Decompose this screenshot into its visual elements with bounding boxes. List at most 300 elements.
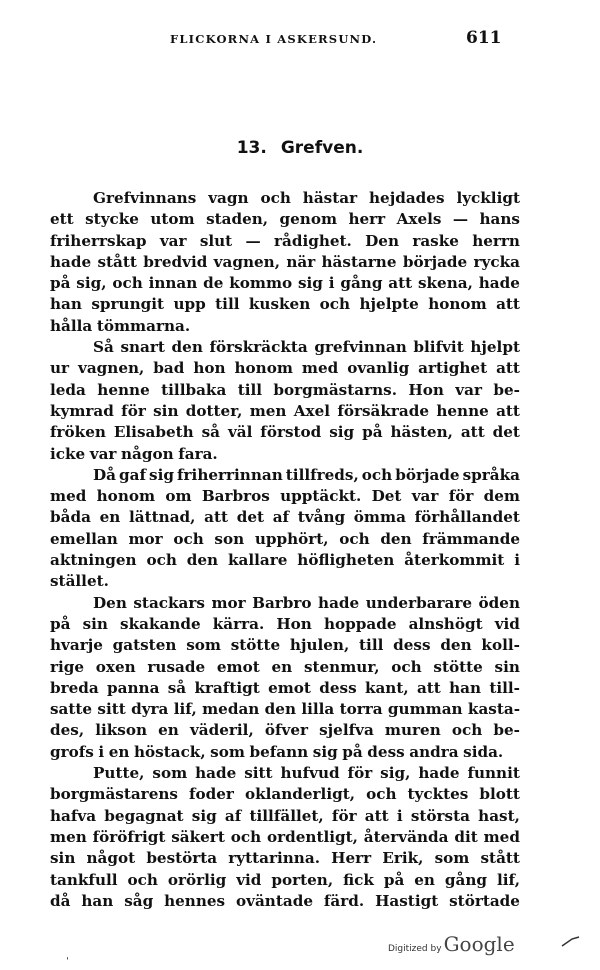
word: kallare (227, 551, 288, 570)
word: be- (493, 380, 520, 399)
word: att (364, 806, 389, 825)
word: hade (318, 593, 360, 612)
text-line (50, 422, 520, 443)
word: båda (50, 508, 91, 527)
word: som (152, 764, 188, 783)
word: och (260, 189, 291, 207)
word: den (171, 338, 203, 357)
word: hon (193, 359, 226, 378)
word: lättnad, (129, 508, 196, 527)
word: ömma (353, 508, 406, 527)
text-line (50, 550, 520, 571)
word: hvarje (50, 636, 103, 655)
word: att (204, 508, 229, 527)
word: var (159, 231, 187, 250)
word: var (455, 380, 482, 399)
word: en (108, 742, 130, 761)
text-line (50, 806, 520, 827)
word: Erik, (382, 849, 424, 868)
word: sin (82, 614, 108, 633)
word: men (249, 401, 287, 420)
word: till (359, 636, 384, 655)
word: emot (216, 657, 260, 676)
word: oxen (95, 657, 136, 676)
word: foder (188, 785, 234, 804)
word: sida. (463, 742, 504, 761)
word: Hastigt (375, 891, 439, 910)
word: honom (96, 487, 156, 506)
word: skakande (120, 614, 201, 633)
word: han (449, 678, 482, 697)
word: dyra (131, 700, 169, 719)
text-line (50, 529, 520, 550)
word: emellan (50, 529, 118, 548)
word: och (230, 827, 262, 846)
word: höstack, (133, 742, 206, 761)
word: friherrinnan (177, 465, 283, 484)
word: tillbaka (161, 380, 227, 399)
word: borgmästarns. (273, 380, 397, 399)
text-line (50, 571, 520, 592)
word: en (99, 508, 121, 527)
text-line (50, 273, 520, 294)
word: sig (329, 423, 355, 442)
word: Barbro (252, 593, 312, 612)
text-line (50, 848, 520, 869)
word: lilla (301, 700, 335, 719)
word: likson (95, 721, 148, 740)
text-line (50, 678, 520, 699)
corner-mark-icon (560, 935, 582, 949)
word: grofs (50, 742, 94, 761)
word: af (272, 508, 290, 527)
word: började (395, 465, 460, 484)
word: herrn (472, 231, 520, 250)
word: började (402, 252, 468, 271)
word: och (319, 295, 351, 314)
word: på (50, 274, 71, 293)
word: kommo (229, 274, 293, 293)
word: att (416, 678, 441, 697)
word: rådighet. (273, 231, 352, 250)
word: genom (279, 210, 338, 229)
chapter-title: Grefven. (280, 138, 364, 158)
word: tillfreds, (285, 465, 359, 484)
word: språka (462, 465, 520, 484)
word: honom (428, 295, 487, 314)
word: hufvud (280, 764, 340, 783)
word: ryttarinna. (228, 849, 320, 868)
word: medan (202, 700, 260, 719)
word: friherrskap (50, 231, 147, 250)
word: när (286, 252, 316, 271)
word: Barbros (201, 487, 270, 506)
word: tankfull (50, 870, 118, 889)
word: vagnen, (78, 359, 145, 378)
text-line (50, 614, 520, 635)
word: och (146, 551, 177, 570)
word: såg (124, 891, 154, 910)
word: lif, (496, 870, 520, 889)
word: att (388, 274, 413, 293)
digitized-by-google-watermark (388, 932, 515, 956)
word: rige (50, 657, 85, 676)
word: förhållandet (414, 508, 520, 527)
word: som (186, 636, 221, 655)
word: kusken (248, 295, 311, 314)
word: han (81, 891, 114, 910)
word: att (496, 295, 520, 314)
google-logo: Google (443, 932, 515, 956)
word: sin (494, 657, 520, 676)
word: hast, (478, 806, 520, 825)
word: sitt (244, 764, 273, 783)
word: stått (480, 849, 520, 868)
word: dem (483, 487, 520, 506)
word: Så (93, 338, 114, 357)
word: men (50, 827, 87, 846)
word: sin (50, 849, 76, 868)
word: säkert (171, 827, 225, 846)
word: oklanderligt, (244, 785, 356, 804)
word: en (414, 870, 435, 889)
word: på (362, 423, 383, 442)
word: oväntade (236, 891, 313, 910)
word: emot (268, 678, 311, 697)
word: i (98, 742, 105, 761)
word: raske (412, 231, 459, 250)
word: hästen, (390, 423, 453, 442)
text-line (50, 209, 520, 230)
word: alnshögt (408, 614, 483, 633)
word: snart (120, 338, 165, 357)
word: med (50, 487, 87, 506)
word: och (173, 529, 204, 548)
text-line (50, 870, 520, 891)
word: var (411, 487, 439, 506)
page-number: 611 (466, 28, 502, 48)
word: hade (418, 764, 460, 783)
word: stenmur, (303, 657, 380, 676)
word: upphört, (254, 529, 329, 548)
text-line (50, 231, 520, 252)
word: dess (319, 678, 357, 697)
text-line (50, 316, 520, 337)
word: artighet (418, 359, 488, 378)
word: lyckligt (456, 189, 520, 207)
word: hade (50, 252, 92, 271)
running-header (0, 28, 600, 52)
text-line (50, 635, 520, 656)
word: största (410, 806, 470, 825)
word: det (492, 423, 520, 442)
word: stycke (85, 210, 139, 229)
word: sig (297, 274, 323, 293)
word: befann (249, 742, 309, 761)
word: och (112, 274, 143, 293)
word: hade (195, 764, 237, 783)
word: den (440, 636, 472, 655)
word: för (448, 487, 474, 506)
text-line (50, 827, 520, 848)
word: Grefvinnans (93, 189, 197, 207)
word: den (186, 551, 219, 570)
chapter-number: 13. (236, 138, 267, 158)
word: gång (444, 870, 488, 889)
word: sitt (97, 700, 126, 719)
word: fick (343, 870, 374, 889)
text-line (50, 763, 520, 784)
word: son (214, 529, 245, 548)
word: och (366, 785, 397, 804)
word: bredvid (143, 252, 208, 271)
word: Det (371, 487, 402, 506)
word: rycka (473, 252, 520, 271)
word: så (201, 423, 221, 442)
word: torra (339, 700, 383, 719)
word: koll- (481, 636, 520, 655)
text-line (50, 507, 520, 528)
word: hans (479, 210, 520, 229)
text-line (50, 337, 520, 358)
word: — (245, 231, 261, 250)
text-line (50, 294, 520, 315)
word: Hon (408, 380, 444, 399)
word: stället. (50, 572, 109, 591)
word: återvända (363, 827, 449, 846)
word: blifvit (413, 338, 464, 357)
word: tillfället, (249, 806, 324, 825)
word: kärra. (212, 614, 265, 633)
word: upptäckt. (280, 487, 362, 506)
word: öfver (264, 721, 309, 740)
word: som (210, 742, 245, 761)
word: satte (50, 700, 93, 719)
text-line (50, 358, 520, 379)
word: herr (348, 210, 386, 229)
word: att (460, 423, 485, 442)
word: sprungit (91, 295, 165, 314)
word: med (301, 359, 339, 378)
word: sig (149, 465, 174, 484)
word: gatsten (112, 636, 177, 655)
word: kant, (364, 678, 409, 697)
word: förstod (260, 423, 322, 442)
word: bad (153, 359, 185, 378)
word: till- (489, 678, 520, 697)
word: sjelfva (319, 721, 374, 740)
word: hjulen, (289, 636, 350, 655)
word: ovanlig (347, 359, 410, 378)
word: på (383, 870, 405, 889)
word: föröfrigt (92, 827, 166, 846)
word: borgmästarens (50, 785, 178, 804)
running-title: FLICKORNA I ASKERSUND. (170, 32, 378, 46)
word: till (215, 295, 240, 314)
word: någon (120, 444, 174, 463)
word: främmande (422, 529, 520, 548)
word: ur (50, 359, 70, 378)
word: mor (128, 529, 163, 548)
word: det (236, 508, 265, 527)
word: stötte (433, 657, 483, 676)
text-line (50, 465, 520, 486)
word: hafva (50, 806, 97, 825)
text-line (50, 444, 520, 465)
word: dit (454, 827, 478, 846)
word: innan (148, 274, 198, 293)
word: hjelpt (470, 338, 520, 357)
word: af (224, 806, 242, 825)
word: den (264, 700, 296, 719)
word: sin (153, 401, 179, 420)
word: öden (478, 593, 520, 612)
text-line (50, 486, 520, 507)
word: tömmarna. (96, 316, 191, 335)
word: henne (436, 401, 489, 420)
word: kasta- (467, 700, 520, 719)
word: stötte (230, 636, 281, 655)
word: rusade (147, 657, 206, 676)
word: ett (50, 210, 74, 229)
word: gumman (387, 700, 463, 719)
word: så (167, 678, 187, 697)
word: stackars (133, 593, 205, 612)
word: funnit (467, 764, 520, 783)
word: breda (50, 678, 99, 697)
text-line (50, 188, 520, 209)
text-line (50, 657, 520, 678)
word: fröken (50, 423, 106, 442)
word: återkommit (404, 551, 505, 570)
word: stått (97, 252, 137, 271)
word: hejdades (369, 189, 445, 207)
word: bestörta (146, 849, 218, 868)
word: hennes (164, 891, 226, 910)
word: muren (384, 721, 441, 740)
word: att (496, 359, 520, 378)
word: med (483, 827, 520, 846)
word: de (203, 274, 224, 293)
word: — (452, 210, 469, 229)
word: Den (365, 231, 400, 250)
word: sig, (76, 274, 107, 293)
word: Axel (293, 401, 331, 420)
word: dess (393, 636, 431, 655)
word: gång (340, 274, 383, 293)
word: var (89, 444, 117, 463)
text-line (50, 380, 520, 401)
word: väderil, (189, 721, 254, 740)
word: i (514, 551, 520, 570)
word: och (451, 721, 483, 740)
word: höfligheten (297, 551, 395, 570)
word: fara. (178, 444, 218, 463)
word: tycktes (407, 785, 469, 804)
word: i (396, 806, 403, 825)
word: om (165, 487, 192, 506)
word: kraftigt (194, 678, 260, 697)
word: hålla (50, 316, 93, 335)
word: Putte, (93, 764, 145, 783)
word: mor (211, 593, 246, 612)
text-line (50, 593, 520, 614)
word: för (331, 806, 357, 825)
word: och (391, 657, 422, 676)
word: gaf (119, 465, 147, 484)
word: Hon (276, 614, 312, 633)
word: på (342, 742, 363, 761)
word: begagnat (104, 806, 184, 825)
word: Elisabeth (113, 423, 194, 442)
word: sig, (380, 764, 411, 783)
word: hjelpte (359, 295, 419, 314)
word: han (50, 295, 82, 314)
word: på (50, 614, 71, 633)
word: dotter, (185, 401, 243, 420)
word: och (339, 529, 370, 548)
word: grefvinnan (314, 338, 407, 357)
word: sig (312, 742, 338, 761)
word: Herr (331, 849, 372, 868)
word: andra (409, 742, 459, 761)
word: färd. (323, 891, 365, 910)
word: ordentligt, (266, 827, 358, 846)
text-line (50, 699, 520, 720)
word: som (434, 849, 470, 868)
word: underbarare (365, 593, 473, 612)
word: till (237, 380, 263, 399)
word: vid (236, 870, 262, 889)
word: porten, (271, 870, 334, 889)
text-line (50, 891, 520, 912)
word: utom (150, 210, 195, 229)
word: slut (199, 231, 233, 250)
word: vid (494, 614, 520, 633)
word: lif, (173, 700, 197, 719)
word: blott (479, 785, 520, 804)
footer-mark: ˌ (66, 950, 69, 961)
text-line (50, 252, 520, 273)
word: i (328, 274, 335, 293)
word: hade (478, 274, 520, 293)
word: dess (367, 742, 405, 761)
word: vagnen, (213, 252, 280, 271)
text-line (50, 742, 520, 763)
word: skena, (417, 274, 473, 293)
word: aktningen (50, 551, 137, 570)
body-text (50, 188, 520, 912)
word: sig (191, 806, 217, 825)
word: något (86, 849, 136, 868)
word: hästarne (321, 252, 397, 271)
word: des, (50, 721, 85, 740)
word: henne (97, 380, 150, 399)
text-line (50, 720, 520, 741)
word: försäkrade (337, 401, 430, 420)
word: Då (93, 465, 117, 484)
word: en (271, 657, 293, 676)
word: honom (234, 359, 293, 378)
word: och (127, 870, 158, 889)
word: Den (93, 593, 127, 612)
word: panna (107, 678, 160, 697)
chapter-heading (0, 138, 600, 158)
word: upp (173, 295, 206, 314)
word: den (380, 529, 412, 548)
word: hästar (302, 189, 358, 207)
word: en (158, 721, 179, 740)
